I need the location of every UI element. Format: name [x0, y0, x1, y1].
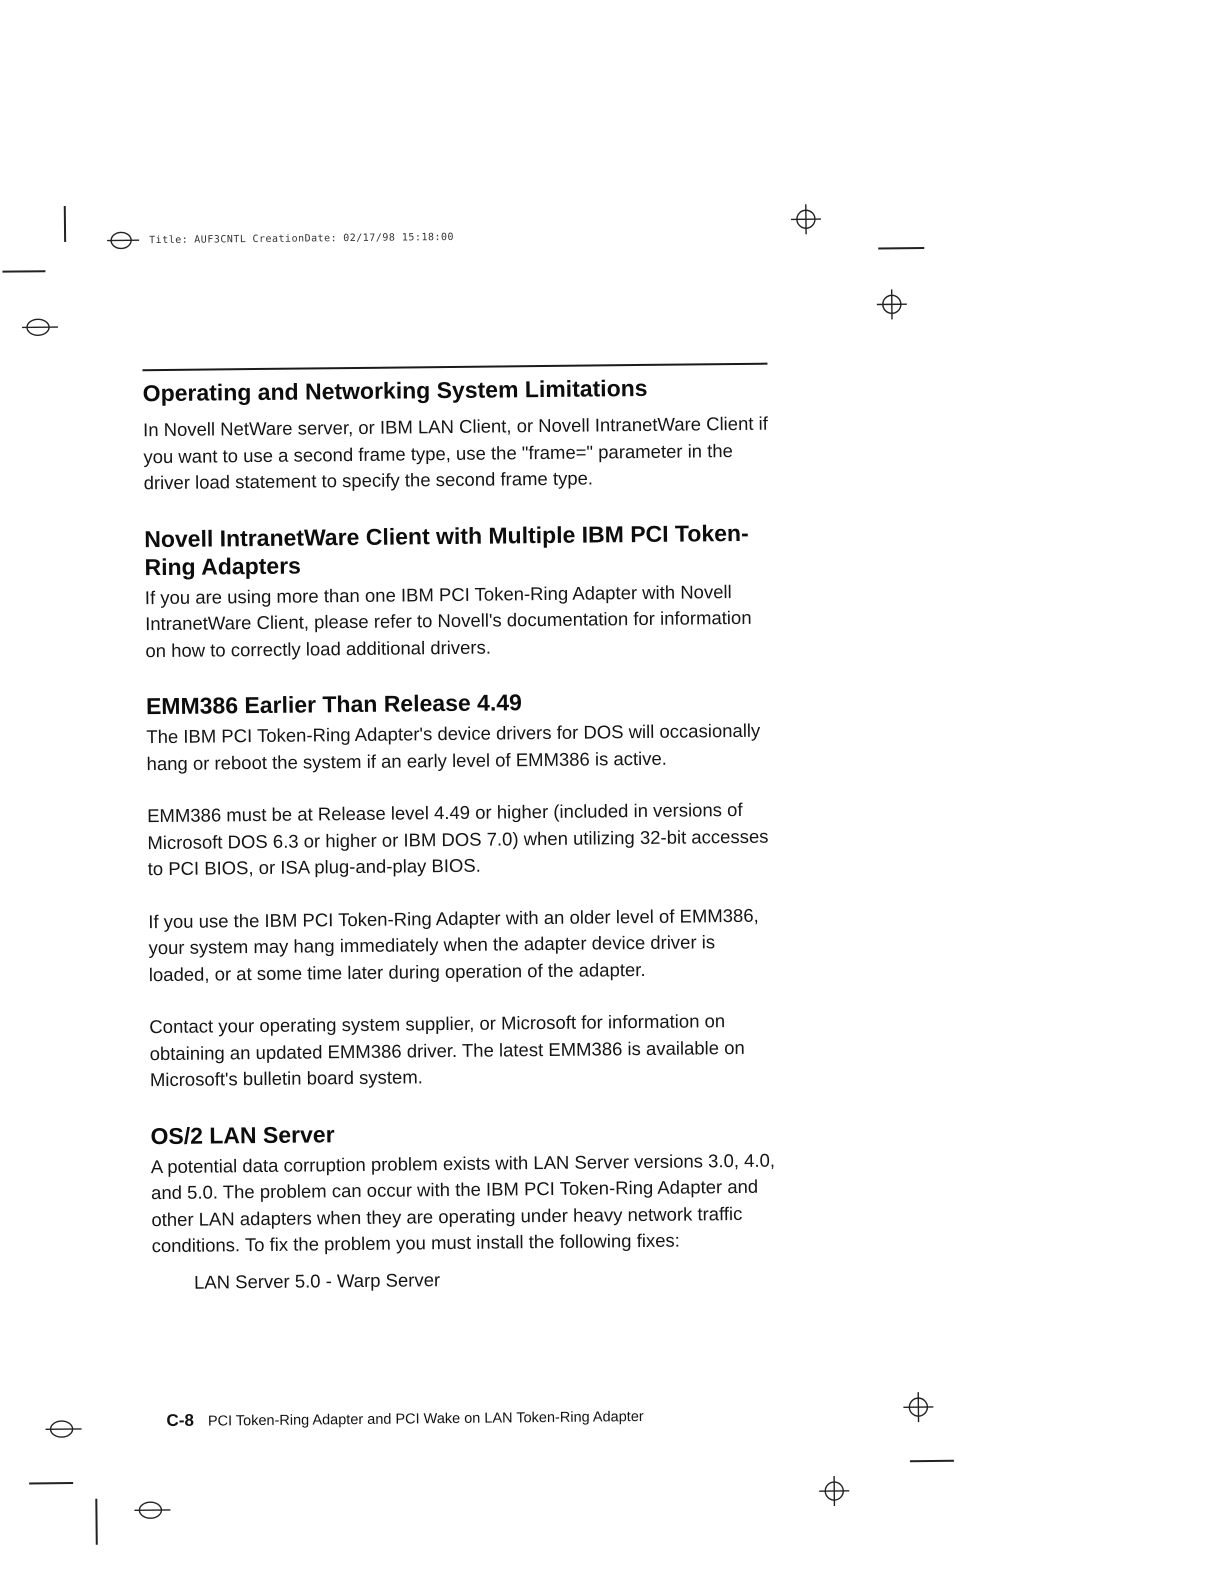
section-emm386: [146, 686, 780, 1094]
crop-mark: [910, 1460, 954, 1462]
section-paragraph: EMM386 must be at Release level 4.49 or higher (included in versions of Microsoft DOS 6.3 or higher or IBM DOS 7.0) when utilizing 32-bit accesses to PCI BIOS, or ISA plug-and-play BIOS.: [147, 797, 778, 883]
section-paragraph: The IBM PCI Token-Ring Adapter's device drivers for DOS will occasionally hang or reboot the system if an early level of EMM386 is active.: [146, 718, 777, 778]
section-limitations: [143, 373, 774, 497]
section-heading: Novell IntranetWare Client with Multiple IBM PCI Token-Ring Adapters: [144, 518, 775, 581]
section-heading: Operating and Networking System Limitations: [143, 373, 773, 408]
section-rule: [142, 363, 767, 372]
registration-mark-icon: [44, 1417, 82, 1441]
registration-mark-icon: [133, 1498, 171, 1522]
page-number: C-8: [166, 1411, 194, 1430]
section-paragraph: Contact your operating system supplier, or Microsoft for information on obtaining an updated EMM386 driver. The latest EMM386 is available on Microsoft's bulletin board system.: [149, 1008, 780, 1094]
section-os2-lan-server: [150, 1115, 782, 1296]
section-paragraph: In Novell NetWare server, or IBM LAN Client, or Novell IntranetWare Client if you want to use a second frame type, use the "frame=" parameter in the driver load statement to specify the second frame type.: [143, 411, 774, 497]
crop-mark: [2, 270, 45, 272]
print-title-value: AUF3CNTL: [194, 234, 246, 246]
crop-mark: [29, 1482, 73, 1484]
registration-mark-icon: [21, 315, 59, 339]
crosshair-mark-icon: [817, 1474, 851, 1508]
section-paragraph: A potential data corruption problem exists with LAN Server versions 3.0, 4.0, and 5.0. The problem can occur with the IBM PCI Token-Ring Adapter and other LAN adapters when they are operating under heavy network traffic conditions. To fix the problem you must install the following fixes:: [151, 1147, 782, 1260]
print-date-label: CreationDate:: [252, 233, 337, 245]
section-heading: OS/2 LAN Server: [150, 1115, 780, 1150]
crop-mark: [95, 1499, 97, 1545]
section-paragraph: If you use the IBM PCI Token-Ring Adapter with an older level of EMM386, your system may hang immediately when the adapter device driver is loaded, or at some time later during operation of the adapter.: [148, 902, 779, 988]
page-content: [142, 363, 782, 1297]
crosshair-mark-icon: [875, 287, 909, 321]
section-paragraph: If you are using more than one IBM PCI Token-Ring Adapter with Novell IntranetWare Client, please refer to Novell's documentation for information on how to correctly load additional drivers.: [145, 578, 776, 664]
registration-mark-icon: [106, 229, 140, 251]
print-date-value: 02/17/98 15:18:00: [343, 232, 454, 244]
crop-mark: [64, 206, 66, 242]
footer-title: PCI Token-Ring Adapter and PCI Wake on LAN Token-Ring Adapter: [208, 1409, 644, 1430]
section-intranetware: [144, 518, 775, 664]
print-title-label: Title:: [149, 235, 188, 246]
print-job-header: [149, 232, 454, 246]
section-heading: EMM386 Earlier Than Release 4.49: [146, 686, 776, 721]
crosshair-mark-icon: [901, 1390, 935, 1424]
crop-mark: [878, 247, 924, 249]
page-footer: [166, 1406, 643, 1431]
crosshair-mark-icon: [789, 202, 823, 236]
fix-list-item: LAN Server 5.0 - Warp Server: [152, 1263, 782, 1296]
